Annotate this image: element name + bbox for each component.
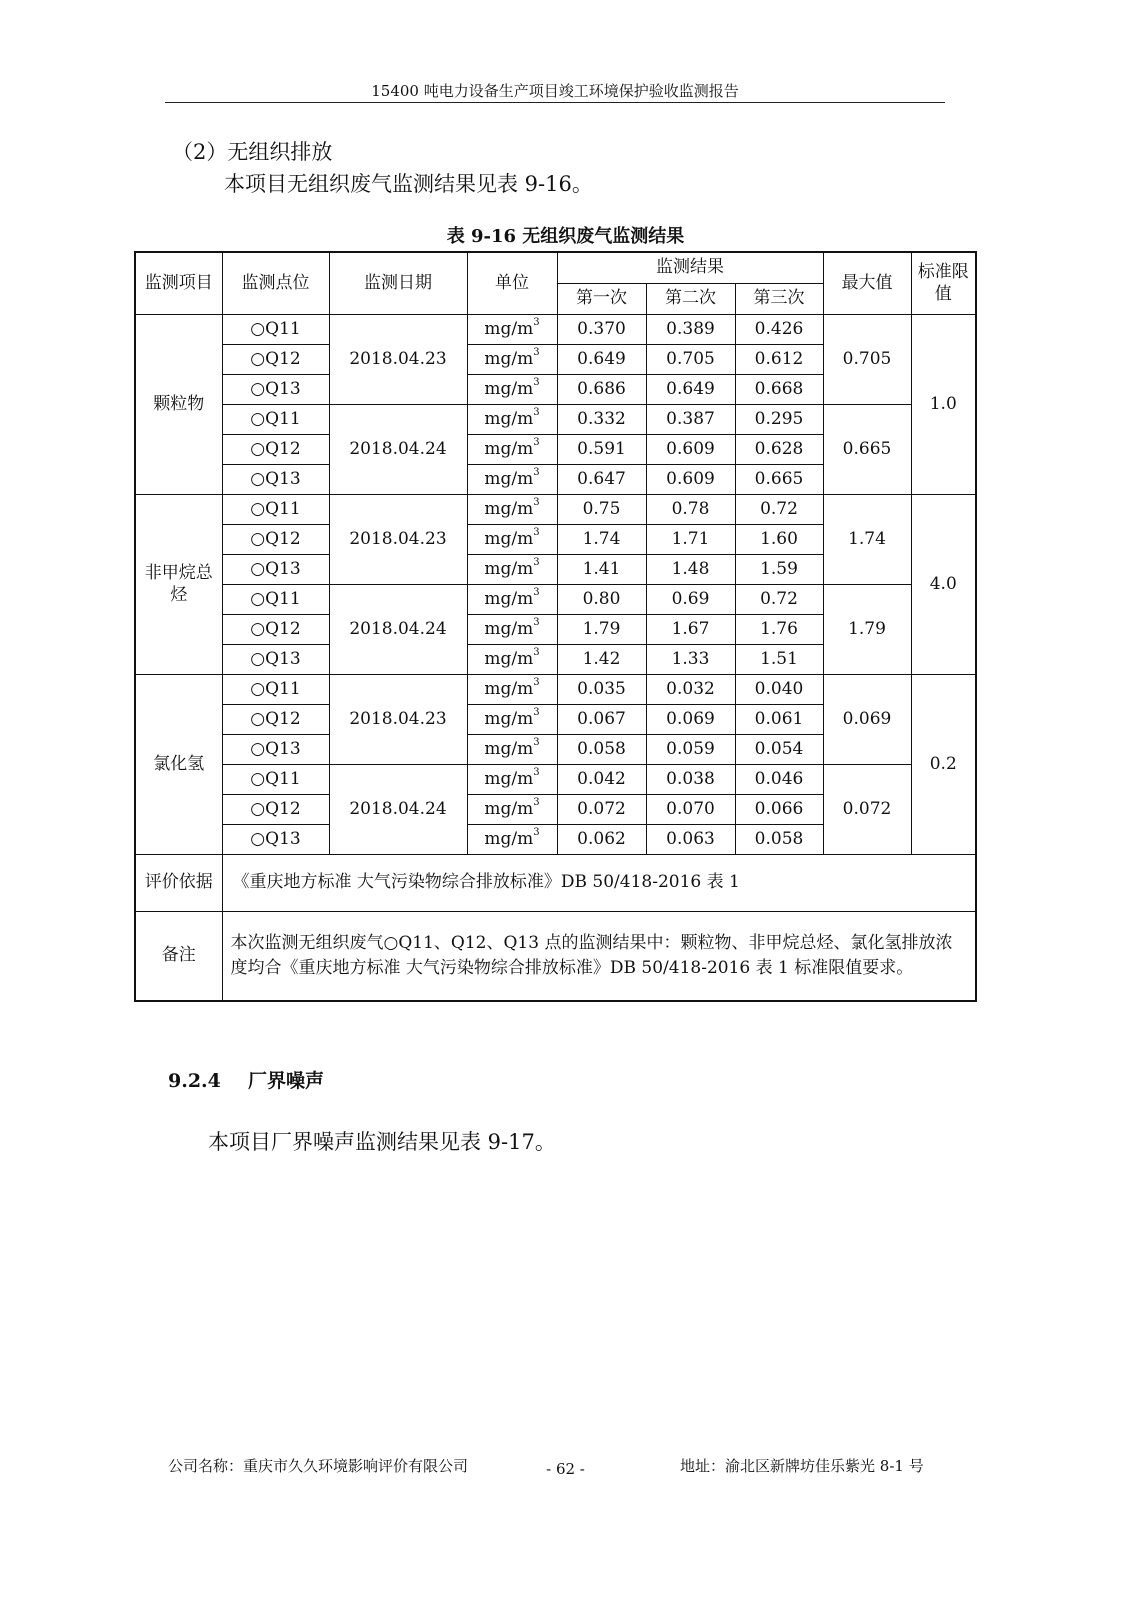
unit-text: mg/m: [484, 438, 534, 459]
header-date: 监测日期: [329, 252, 467, 315]
limit-cell: 1.0: [911, 315, 976, 495]
header-item: 监测项目: [135, 252, 222, 315]
unit-exponent: 3: [533, 647, 540, 659]
date-cell: 2018.04.24: [329, 585, 467, 675]
unit-cell: [467, 615, 557, 645]
unit-exponent: 3: [533, 377, 540, 389]
item-cell: 非甲烷总烃: [135, 495, 222, 675]
value-first: 0.80: [557, 585, 646, 615]
page-header-title: 15400 吨电力设备生产项目竣工环境保护验收监测报告: [371, 82, 739, 100]
point-cell: ○Q11: [222, 675, 329, 705]
value-second: 0.063: [646, 825, 735, 855]
date-cell: 2018.04.23: [329, 675, 467, 765]
unit-cell: [467, 315, 557, 345]
value-second: 0.69: [646, 585, 735, 615]
unit-text: mg/m: [484, 528, 534, 549]
unit-exponent: 3: [533, 467, 540, 479]
header-third: 第三次: [735, 284, 823, 315]
unit-cell: [467, 675, 557, 705]
header-second: 第二次: [646, 284, 735, 315]
table-caption: 表 9-16 无组织废气监测结果: [446, 226, 685, 247]
value-first: 0.591: [557, 435, 646, 465]
unit-exponent: 3: [533, 677, 540, 689]
subsection-heading: [168, 1066, 324, 1093]
section-intro: 本项目无组织废气监测结果见表 9-16。: [224, 172, 593, 196]
unit-text: mg/m: [484, 738, 534, 759]
unit-exponent: 3: [533, 737, 540, 749]
value-second: 1.33: [646, 645, 735, 675]
item-cell: 氯化氢: [135, 675, 222, 855]
value-first: 0.067: [557, 705, 646, 735]
section-heading: （2）无组织排放: [172, 140, 333, 164]
point-cell: ○Q12: [222, 435, 329, 465]
unit-text: mg/m: [484, 348, 534, 369]
unit-exponent: 3: [533, 497, 540, 509]
value-second: 1.67: [646, 615, 735, 645]
value-third: 1.59: [735, 555, 823, 585]
value-third: 1.60: [735, 525, 823, 555]
value-third: 0.72: [735, 495, 823, 525]
table-row: [135, 675, 976, 705]
point-cell: ○Q13: [222, 465, 329, 495]
header-divider: [165, 102, 945, 103]
value-third: 0.054: [735, 735, 823, 765]
unit-exponent: 3: [533, 617, 540, 629]
unit-text: mg/m: [484, 318, 534, 339]
value-third: 0.046: [735, 765, 823, 795]
value-third: 1.51: [735, 645, 823, 675]
header-limit: 标准限值: [911, 252, 976, 315]
unit-cell: [467, 765, 557, 795]
unit-text: mg/m: [484, 618, 534, 639]
value-first: 0.332: [557, 405, 646, 435]
unit-cell: [467, 525, 557, 555]
point-cell: ○Q11: [222, 405, 329, 435]
value-second: 0.387: [646, 405, 735, 435]
header-point: 监测点位: [222, 252, 329, 315]
date-cell: 2018.04.24: [329, 405, 467, 495]
item-cell: 颗粒物: [135, 315, 222, 495]
value-third: 0.040: [735, 675, 823, 705]
table-row: [135, 765, 976, 795]
value-first: 0.072: [557, 795, 646, 825]
point-cell: ○Q12: [222, 345, 329, 375]
value-first: 0.042: [557, 765, 646, 795]
unit-cell: [467, 435, 557, 465]
header-first: 第一次: [557, 284, 646, 315]
table-row: [135, 405, 976, 435]
value-third: 0.628: [735, 435, 823, 465]
unit-exponent: 3: [533, 827, 540, 839]
header-max: 最大值: [823, 252, 911, 315]
limit-cell: 0.2: [911, 675, 976, 855]
value-first: 0.649: [557, 345, 646, 375]
max-cell: 0.705: [823, 315, 911, 405]
remark-text: 本次监测无组织废气○Q11、Q12、Q13 点的监测结果中：颗粒物、非甲烷总烃、氯化氢排放浓度均合《重庆地方标准 大气污染物综合排放标准》DB 50/418-2016 表 1 标准限值要求。: [222, 912, 976, 1002]
value-second: 0.032: [646, 675, 735, 705]
value-third: 0.612: [735, 345, 823, 375]
unit-exponent: 3: [533, 407, 540, 419]
value-third: 0.665: [735, 465, 823, 495]
value-second: 0.059: [646, 735, 735, 765]
footer-address: 地址：渝北区新牌坊佳乐紫光 8-1 号: [680, 1457, 924, 1475]
table-row: [135, 585, 976, 615]
unit-exponent: 3: [533, 587, 540, 599]
table-row: [135, 315, 976, 345]
unit-exponent: 3: [533, 437, 540, 449]
value-second: 0.609: [646, 435, 735, 465]
value-first: 0.370: [557, 315, 646, 345]
unit-cell: [467, 585, 557, 615]
header-results: 监测结果: [557, 252, 823, 284]
remark-label: 备注: [135, 912, 222, 1002]
unit-cell: [467, 825, 557, 855]
unit-cell: [467, 555, 557, 585]
value-second: 0.78: [646, 495, 735, 525]
unit-cell: [467, 495, 557, 525]
value-first: 0.647: [557, 465, 646, 495]
point-cell: ○Q12: [222, 525, 329, 555]
value-second: 1.71: [646, 525, 735, 555]
date-cell: 2018.04.23: [329, 495, 467, 585]
unit-cell: [467, 345, 557, 375]
value-first: 0.75: [557, 495, 646, 525]
value-third: 0.426: [735, 315, 823, 345]
value-third: 0.061: [735, 705, 823, 735]
max-cell: 0.069: [823, 675, 911, 765]
unit-exponent: 3: [533, 767, 540, 779]
unit-text: mg/m: [484, 408, 534, 429]
footer-page-number: - 62 -: [546, 1460, 585, 1478]
value-second: 0.069: [646, 705, 735, 735]
value-first: 0.058: [557, 735, 646, 765]
unit-exponent: 3: [533, 557, 540, 569]
point-cell: ○Q13: [222, 375, 329, 405]
date-cell: 2018.04.24: [329, 765, 467, 855]
value-first: 1.79: [557, 615, 646, 645]
value-third: 0.72: [735, 585, 823, 615]
unit-cell: [467, 795, 557, 825]
point-cell: ○Q13: [222, 555, 329, 585]
unit-cell: [467, 645, 557, 675]
unit-text: mg/m: [484, 468, 534, 489]
value-second: 1.48: [646, 555, 735, 585]
unit-exponent: 3: [533, 797, 540, 809]
unit-exponent: 3: [533, 317, 540, 329]
basis-label: 评价依据: [135, 855, 222, 912]
value-second: 0.649: [646, 375, 735, 405]
unit-exponent: 3: [533, 707, 540, 719]
point-cell: ○Q12: [222, 705, 329, 735]
point-cell: ○Q11: [222, 765, 329, 795]
max-cell: 0.072: [823, 765, 911, 855]
value-third: 0.668: [735, 375, 823, 405]
unit-text: mg/m: [484, 768, 534, 789]
value-third: 0.066: [735, 795, 823, 825]
unit-exponent: 3: [533, 347, 540, 359]
point-cell: ○Q12: [222, 615, 329, 645]
value-second: 0.389: [646, 315, 735, 345]
monitoring-results-table: [134, 251, 977, 1002]
value-second: 0.070: [646, 795, 735, 825]
unit-text: mg/m: [484, 498, 534, 519]
value-first: 1.42: [557, 645, 646, 675]
max-cell: 0.665: [823, 405, 911, 495]
point-cell: ○Q12: [222, 795, 329, 825]
value-first: 1.74: [557, 525, 646, 555]
max-cell: 1.74: [823, 495, 911, 585]
unit-text: mg/m: [484, 828, 534, 849]
table-row: [135, 495, 976, 525]
unit-text: mg/m: [484, 588, 534, 609]
header-unit: 单位: [467, 252, 557, 315]
unit-cell: [467, 735, 557, 765]
point-cell: ○Q13: [222, 645, 329, 675]
unit-cell: [467, 405, 557, 435]
unit-cell: [467, 705, 557, 735]
unit-text: mg/m: [484, 678, 534, 699]
footer-company: 公司名称：重庆市久久环境影响评价有限公司: [168, 1457, 469, 1475]
value-second: 0.609: [646, 465, 735, 495]
value-third: 0.058: [735, 825, 823, 855]
unit-text: mg/m: [484, 558, 534, 579]
subsection-title: 厂界噪声: [248, 1070, 325, 1092]
value-first: 0.035: [557, 675, 646, 705]
value-first: 0.686: [557, 375, 646, 405]
unit-text: mg/m: [484, 648, 534, 669]
point-cell: ○Q11: [222, 585, 329, 615]
value-third: 0.295: [735, 405, 823, 435]
limit-cell: 4.0: [911, 495, 976, 675]
value-first: 0.062: [557, 825, 646, 855]
value-second: 0.038: [646, 765, 735, 795]
unit-cell: [467, 465, 557, 495]
unit-cell: [467, 375, 557, 405]
point-cell: ○Q13: [222, 735, 329, 765]
subsection-number: 9.2.4: [168, 1070, 221, 1092]
point-cell: ○Q13: [222, 825, 329, 855]
unit-exponent: 3: [533, 527, 540, 539]
basis-text: 《重庆地方标准 大气污染物综合排放标准》DB 50/418-2016 表 1: [222, 855, 976, 912]
unit-text: mg/m: [484, 708, 534, 729]
unit-text: mg/m: [484, 378, 534, 399]
noise-paragraph: 本项目厂界噪声监测结果见表 9-17。: [208, 1130, 556, 1154]
value-second: 0.705: [646, 345, 735, 375]
point-cell: ○Q11: [222, 495, 329, 525]
unit-text: mg/m: [484, 798, 534, 819]
max-cell: 1.79: [823, 585, 911, 675]
value-first: 1.41: [557, 555, 646, 585]
date-cell: 2018.04.23: [329, 315, 467, 405]
point-cell: ○Q11: [222, 315, 329, 345]
value-third: 1.76: [735, 615, 823, 645]
